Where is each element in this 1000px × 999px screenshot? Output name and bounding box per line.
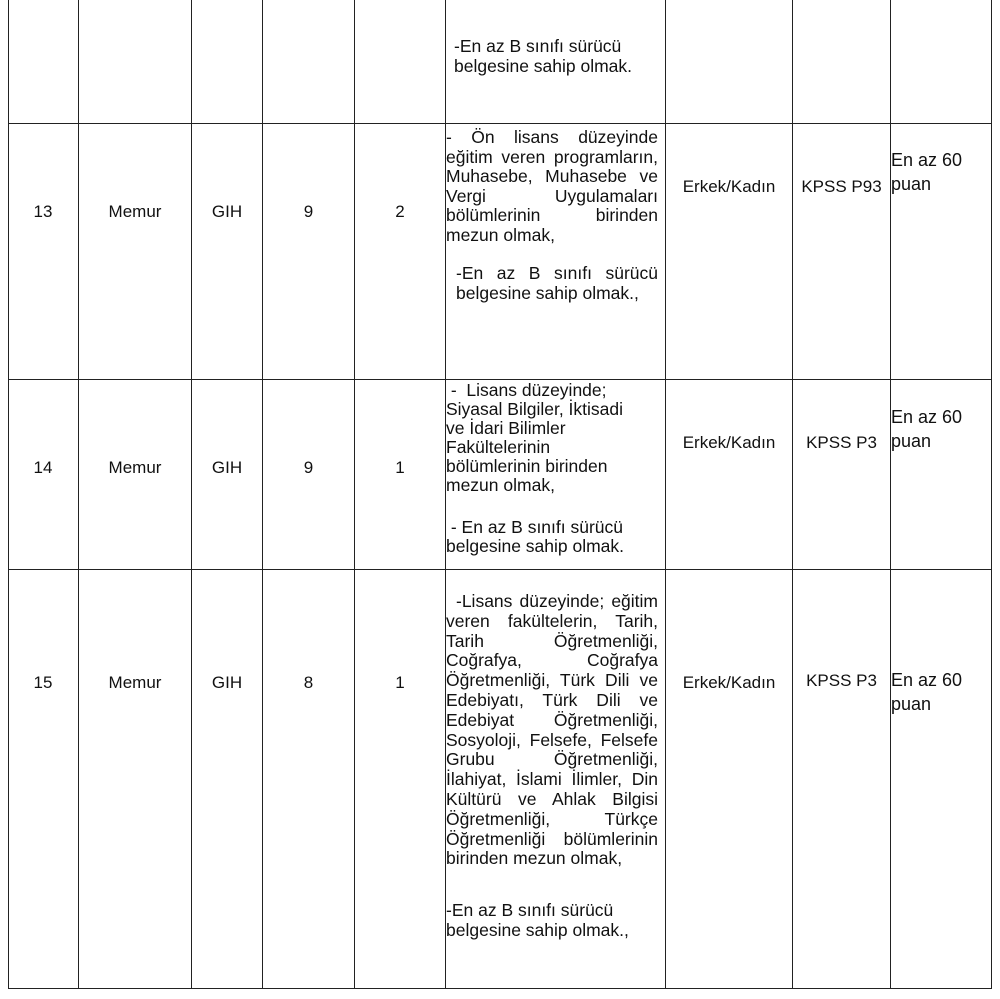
kadro-unvani: Memur: [108, 457, 162, 477]
requirements-cell: [446, 592, 658, 941]
derece: 9: [303, 201, 314, 221]
requirements-cell: [446, 381, 661, 556]
requirement-line: ve İdari Bilimler: [446, 418, 566, 438]
requirement-line: belgesine sahip olmak.: [446, 536, 625, 556]
derece: 9: [303, 457, 314, 477]
sira-no: 14: [33, 457, 53, 477]
adet: 1: [395, 457, 405, 477]
requirement-line: Fakültelerinin: [446, 437, 551, 457]
sinif: GIH: [211, 201, 243, 221]
column-divider: [445, 0, 446, 988]
kpss-turu: KPSS P3: [806, 432, 877, 452]
requirement-line: -En az B sınıfı sürücü: [446, 900, 614, 921]
cinsiyet: Erkek/Kadın: [682, 672, 776, 692]
cinsiyet: Erkek/Kadın: [682, 176, 776, 196]
column-divider: [354, 0, 355, 988]
column-divider: [191, 0, 192, 988]
sira-no: 15: [33, 672, 53, 692]
table-row: [8, 570, 992, 989]
requirement-line: belgesine sahip olmak.: [454, 55, 633, 76]
adet: 2: [395, 201, 405, 221]
table-row: [8, 380, 992, 570]
kpss-turu: KPSS P3: [806, 670, 877, 690]
requirement-line: Siyasal Bilgiler, İktisadi: [446, 399, 624, 419]
column-divider: [792, 0, 793, 988]
adet: 1: [395, 672, 405, 692]
requirement-line: -En az B sınıfı sürücü: [454, 36, 622, 56]
requirements-cell: [446, 128, 658, 303]
requirement-line: - Lisans düzeyinde;: [446, 380, 607, 400]
column-divider: [8, 0, 9, 988]
sinif: GIH: [211, 672, 243, 692]
requirements-cell: [454, 37, 662, 76]
sira-no: 13: [33, 201, 53, 221]
table-row: [8, 124, 992, 380]
taban-puan: En az 60 puan: [891, 407, 963, 451]
sinif: GIH: [211, 457, 243, 477]
column-divider: [890, 0, 891, 988]
column-divider: [78, 0, 79, 988]
column-divider: [665, 0, 666, 988]
column-divider: [991, 0, 992, 988]
requirement-line: belgesine sahip olmak.,: [446, 919, 629, 940]
column-divider: [262, 0, 263, 988]
kadro-unvani: Memur: [108, 201, 162, 221]
requirement-line: bölümlerinin birinden: [446, 456, 608, 476]
requirement-line: - En az B sınıfı sürücü: [446, 517, 624, 537]
taban-puan: En az 60 puan: [891, 670, 963, 714]
kadro-unvani: Memur: [108, 672, 162, 692]
kpss-turu: KPSS P93: [801, 176, 882, 196]
requirement-text: - Ön lisans düzeyinde eğitim veren programların, Muhasebe, Muhasebe ve Vergi Uygulamaları bölümlerinin birinden mezun olmak,: [446, 127, 658, 245]
derece: 8: [303, 672, 314, 692]
table-row: [8, 0, 992, 124]
cinsiyet: Erkek/Kadın: [682, 432, 776, 452]
requirement-text: -Lisans düzeyinde; eğitim veren fakültelerin, Tarih, Tarih Öğretmenliği, Coğrafya, Coğrafya Öğretmenliği, Türk Dili ve Edebiyatı, Türk Dili ve Edebiyat Öğretmenliği, Sosyoloji, Felsefe, Felsefe Grubu Öğretmenliği, İlahiyat, İslami İlimler, Din Kültürü ve Ahlak Bilgisi Öğretmenliği, Türkçe Öğretmenliği bölümlerinin birinden mezun olmak,: [446, 591, 658, 869]
taban-puan: En az 60 puan: [891, 150, 963, 194]
requirement-line: mezun olmak,: [446, 475, 555, 495]
requirement-text: -En az B sınıfı sürücü belgesine sahip olmak.,: [456, 263, 658, 303]
